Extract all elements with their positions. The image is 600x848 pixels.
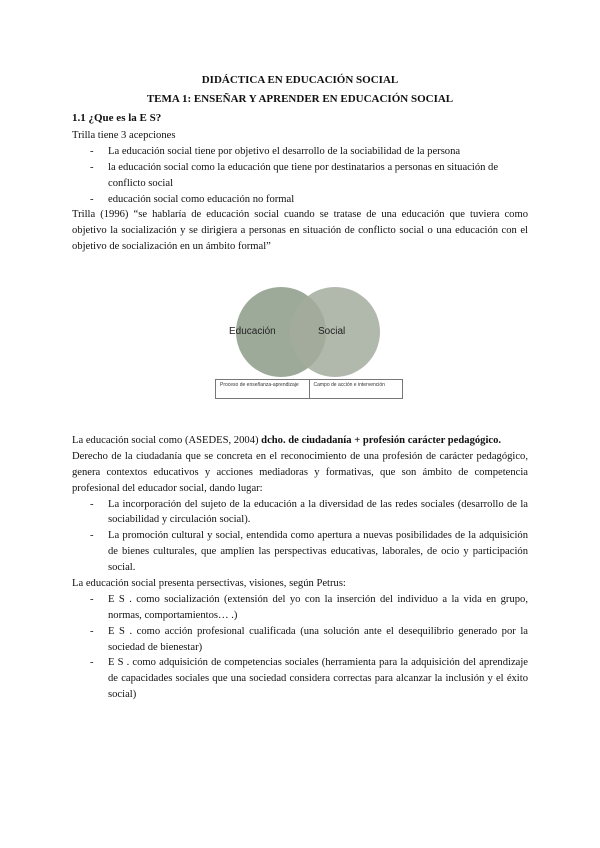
asedes-lead <box>72 433 528 449</box>
document-title: DIDÁCTICA EN EDUCACIÓN SOCIAL <box>201 74 399 86</box>
venn-diagram <box>215 286 403 404</box>
social-caption: Campo de acción e intervención <box>309 380 403 398</box>
list-item: - E S . como acción profesional cualificada (una solución ante el desequilibrio generado por la sociedad de bienestar) <box>72 624 528 656</box>
intro-text: Trilla tiene 3 acepciones <box>72 130 176 141</box>
list-item: - La promoción cultural y social, entendida como apertura a nuevas posibilidades de la adquisición de bienes culturales, que amplíen las perspectivas educativas, laborales, de ocio y participación social. <box>72 528 528 576</box>
list-item: - educación social como educación no formal <box>72 192 528 208</box>
document-subtitle: TEMA 1: ENSEÑAR Y APRENDER EN EDUCACIÓN SOCIAL <box>146 93 454 105</box>
petrus-list <box>72 592 528 703</box>
asedes-block <box>72 433 528 703</box>
trilla-quote: Trilla (1996) “se hablaría de educación social cuando se tratase de una educación que tuviera como objetivo la socialización y se dirigiera a personas en situación de conflicto social o una educación con el objetivo de socialización en un ámbito formal” <box>72 209 528 253</box>
asedes-text: Derecho de la ciudadanía que se concreta en el reconocimiento de una profesión de carácter pedagógico, genera contextos educativos y acciones mediadoras y formativas, que son ámbito de competencia profesional del educador social, dando lugar: <box>72 450 528 494</box>
petrus-intro: La educación social presenta persectivas, visiones, según Petrus: <box>72 578 346 590</box>
asedes-bold-text: dcho. de ciudadanía + profesión carácter pedagógico. <box>261 435 502 446</box>
asedes-list <box>72 497 528 576</box>
list-item: - La incorporación del sujeto de la educación a la diversidad de las redes sociales (desarrollo de la sociabilidad y circulación social). <box>72 497 528 529</box>
asedes-lead-text: La educación social como (ASEDES, 2004) <box>72 435 262 446</box>
list-item: - La educación social tiene por objetivo el desarrollo de la sociabilidad de la persona <box>72 144 528 160</box>
education-caption: Proceso de enseñanza-aprendizaje <box>220 382 299 388</box>
list-item: - E S . como adquisición de competencias sociales (herramienta para la adquisición del aprendizaje de capacidades sociales que una sociedad considera correctas para alcanzar la inclusión y el éxito social) <box>72 655 528 703</box>
acepciones-block <box>72 128 528 255</box>
list-item: - la educación social como la educación que tiene por destinatarios a personas en situación de conflicto social <box>72 160 528 192</box>
acepciones-list <box>72 144 528 208</box>
list-item: - E S . como socialización (extensión del yo con la inserción del individuo a la vida en grupo, normas, comportamientos… .) <box>72 592 528 624</box>
diagram-captions <box>215 379 403 399</box>
education-label: Educación <box>229 326 276 337</box>
section-heading: 1.1 ¿Que es la E S? <box>72 112 162 124</box>
social-label: Social <box>318 326 346 337</box>
